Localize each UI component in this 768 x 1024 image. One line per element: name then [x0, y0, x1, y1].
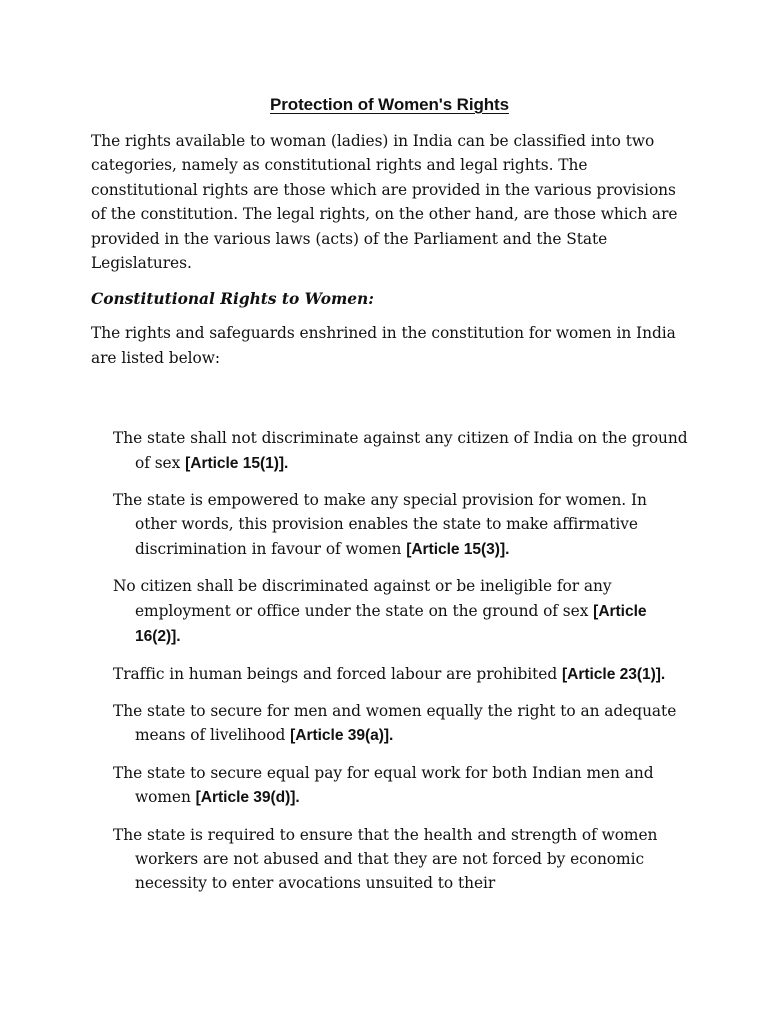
item-text: The state shall not discriminate against any citizen of India on the ground of sex [113, 429, 688, 472]
item-text: The state to secure equal pay for equal work for both Indian men and women [113, 763, 654, 807]
article-citation: [Article 23(1)]. [562, 665, 666, 683]
article-citation: [Article 15(3)]. [406, 540, 510, 558]
rights-list [113, 426, 688, 897]
section-heading: Constitutional Rights to Women: [91, 290, 374, 309]
article-citation: [Article 39(d)]. [195, 789, 300, 807]
list-item [113, 699, 688, 749]
section-intro-paragraph: The rights and safeguards enshrined in the constitution for women in India are listed below: [91, 324, 676, 367]
item-text: Traffic in human beings and forced labour are prohibited [113, 664, 562, 683]
list-item [113, 574, 688, 649]
list-item [113, 761, 688, 811]
item-text: The state to secure for men and women equally the right to an adequate means of livelihood [113, 701, 677, 745]
list-item [113, 823, 688, 897]
item-text: The state is empowered to make any special provision for women. In other words, this provision enables the state to make affirmative discrimination in favour of women [113, 491, 647, 558]
item-text: No citizen shall be discriminated against or be ineligible for any employment or office under the state on the ground of sex [113, 577, 612, 620]
item-text: The state is required to ensure that the health and strength of women workers are not abused and that they are not forced by economic necessity to enter avocations unsuited to their [113, 825, 658, 893]
list-item [113, 662, 688, 687]
list-item [113, 488, 688, 562]
article-citation: [Article 15(1)]. [185, 454, 289, 472]
article-citation: [Article 16(2)]. [135, 602, 647, 646]
intro-paragraph: The rights available to woman (ladies) in India can be classified into two categories, namely as constitutional rights and legal rights. The constitutional rights are those which are provided in the various provisions of the constitution. The legal rights, on the other hand, are those which are provided in the various laws (acts) of the Parliament and the State Legislatures. [91, 132, 678, 273]
list-item [113, 426, 688, 476]
article-citation: [Article 39(a)]. [290, 727, 394, 745]
document-title: Protection of Women's Rights [270, 95, 509, 114]
